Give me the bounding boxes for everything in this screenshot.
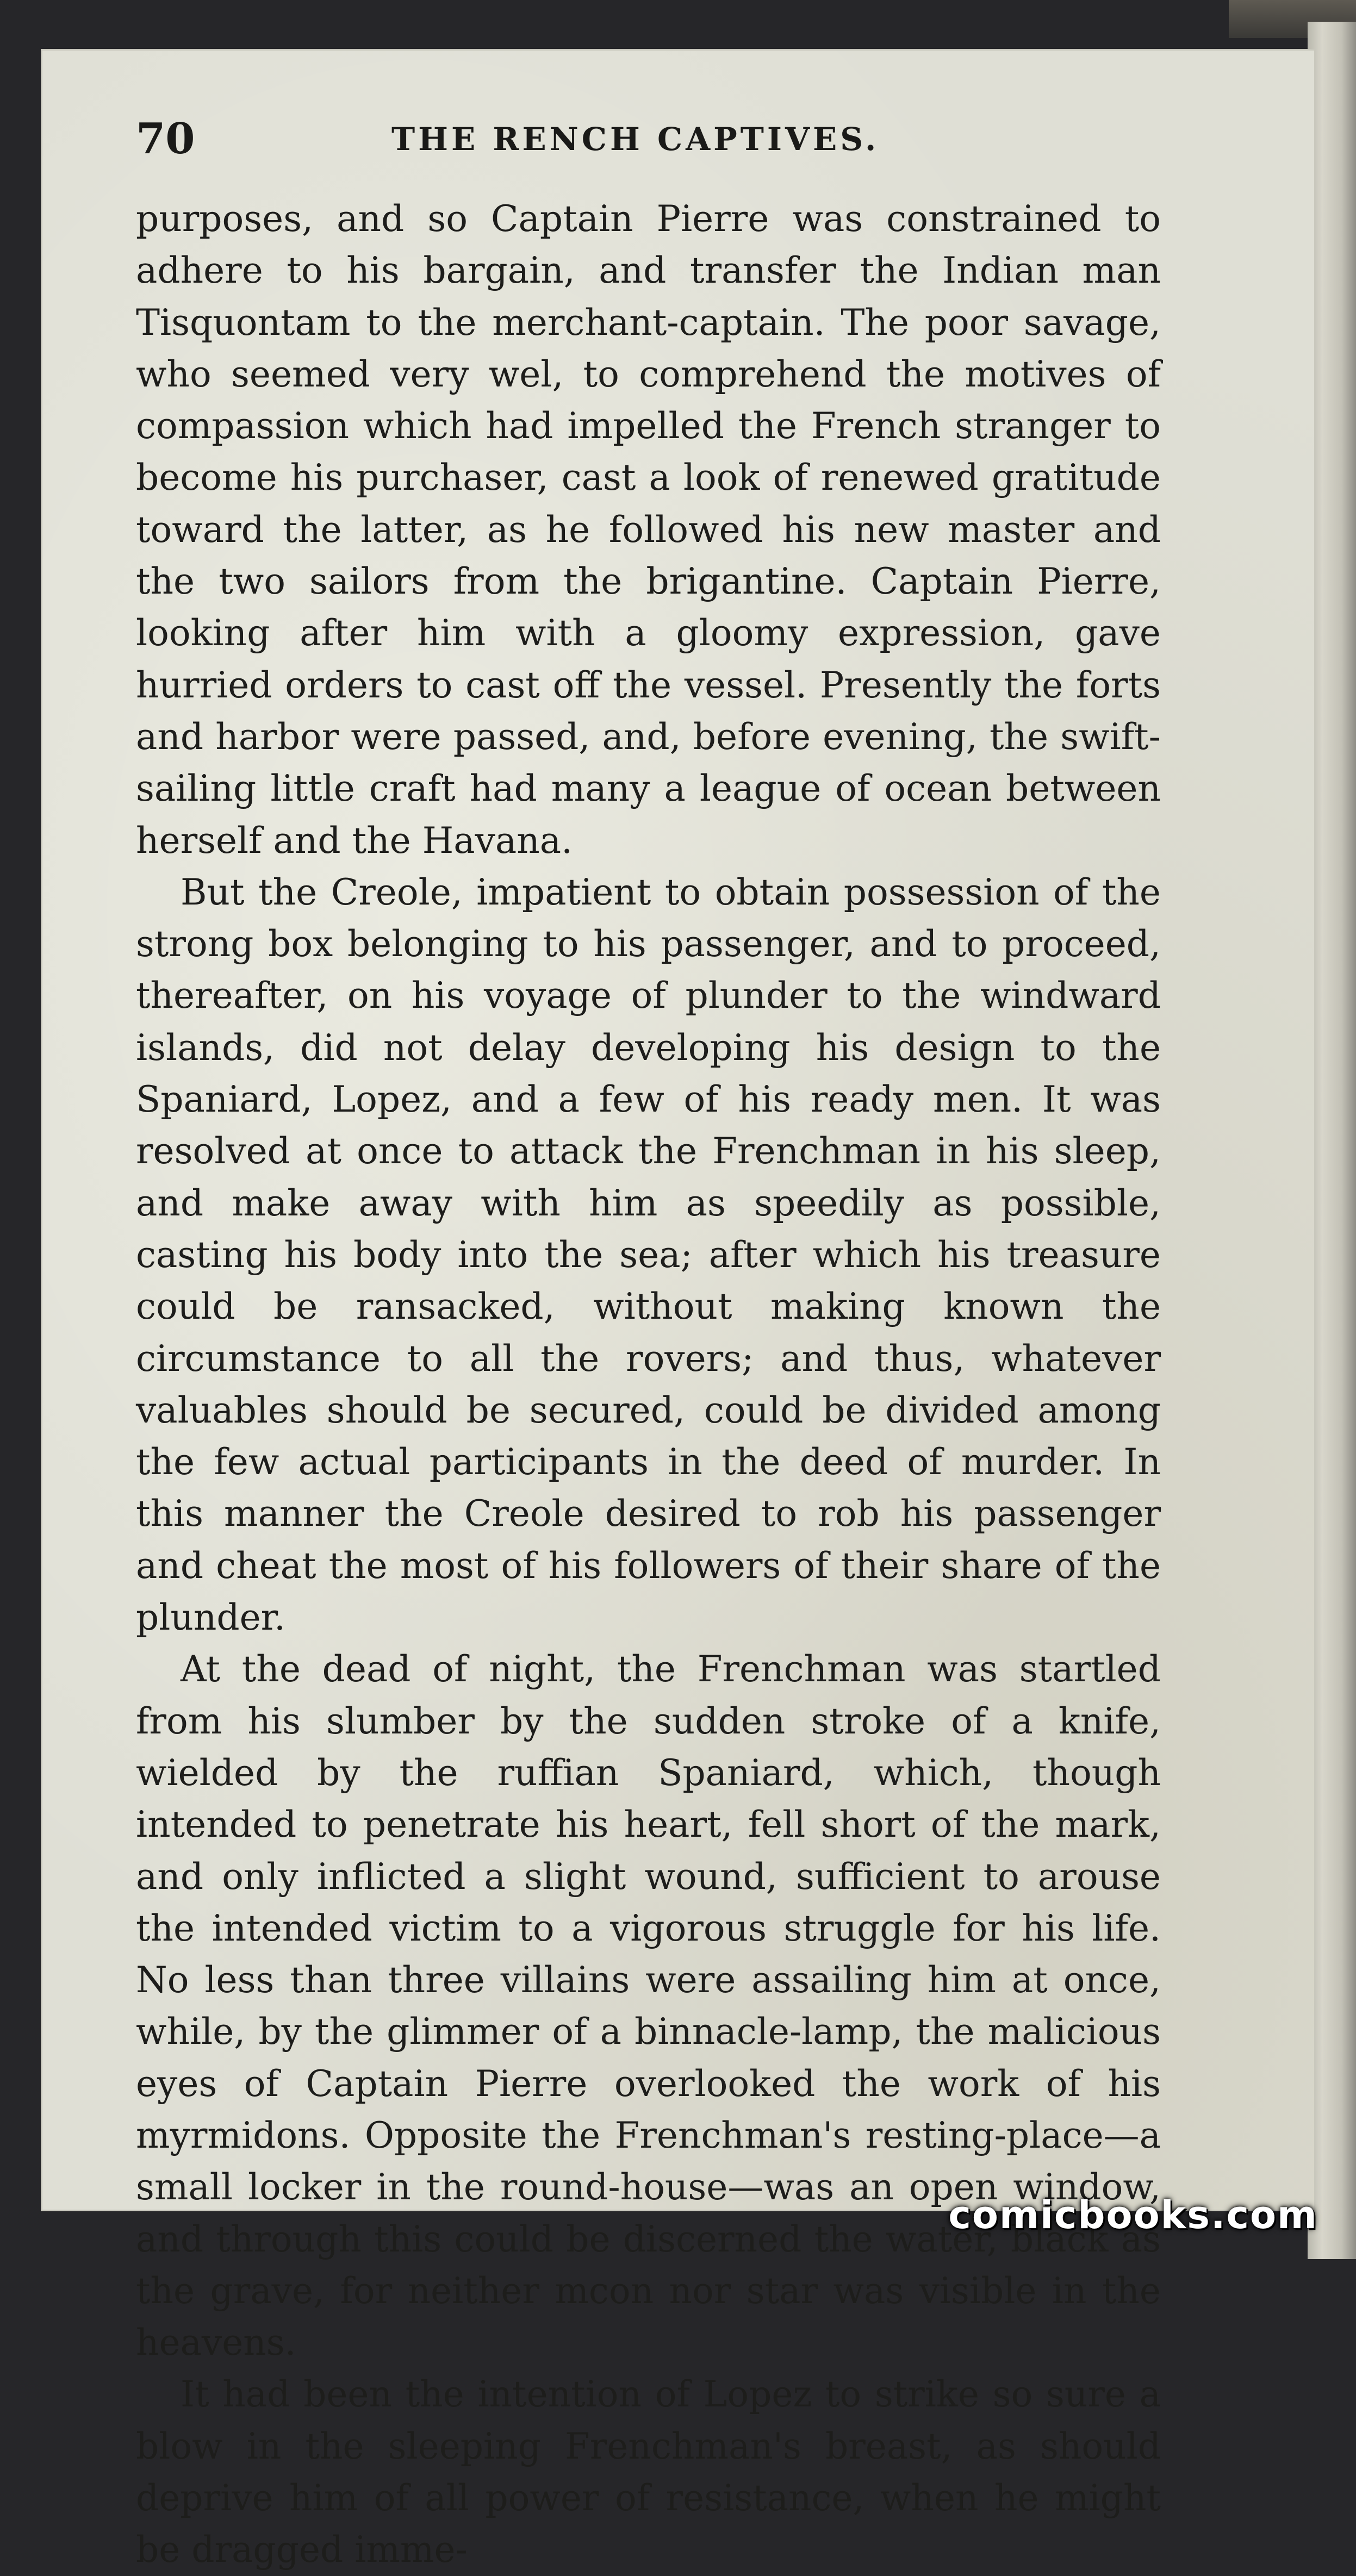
- paragraph-3: At the dead of night, the Frenchman was startled from his slumber by the sudden stroke of a knife, wielded by the ruffian Spaniard, which, though intended to penetrate his heart, fell short of the mark, and only inflicted a slight wound, sufficient to arouse the intended victim to a vigorous struggle for his life. No less than three villains were assailing him at once, while, by the glimmer of a binnacle-lamp, the malicious eyes of Captain Pierre overlooked the work of his myrmidons. Opposite the Frenchman's resting-place—a small locker in the round-house—was an open window, and through this could be discerned the water, black as the grave, for neither mcon nor star was visible in the heavens.: [136, 1648, 1161, 2364]
- watermark: comicbooks.com: [948, 2193, 1318, 2237]
- running-head: THE RENCH CAPTIVES.: [391, 121, 880, 158]
- page-number: 70: [136, 114, 195, 164]
- paragraph-2: But the Creole, impatient to obtain possession of the strong box belonging to his passenger, and to proceed, thereafter, on his voyage of plunder to the windward islands, did not delay developing his design to the Spaniard, Lopez, and a few of his ready men. It was resolved at once to attack the Frenchman in his sleep, and make away with him as speedily as possible, casting his body into the sea; after which his treasure could be ransacked, without making known the circumstance to all the rovers; and thus, whatever valuables should be secured, could be divided among the few actual participants in the deed of murder. In this manner the Creole desired to rob his passenger and cheat the most of his followers of their share of the plunder.: [136, 871, 1161, 1639]
- paragraph-1: purposes, and so Captain Pierre was constrained to adhere to his bargain, and transfer the Indian man Tisquontam to the merchant-captain. The poor savage, who seemed very wel, to comprehend the motives of compassion which had impelled the French stranger to become his purchaser, cast a look of renewed gratitude toward the latter, as he followed his new master and the two sailors from the brigantine. Captain Pierre, looking after him with a gloomy expression, gave hurried orders to cast off the vessel. Presently the forts and harbor were passed, and, before evening, the swift-sailing little craft had many a league of ocean between herself and the Havana.: [136, 198, 1161, 862]
- paragraph-4: It had been the intention of Lopez to strike so sure a blow in the sleeping Frenchman's breast, as should deprive him of all power of resistance, when he might be dragged imme-: [136, 2373, 1161, 2571]
- page-header: [136, 114, 1169, 174]
